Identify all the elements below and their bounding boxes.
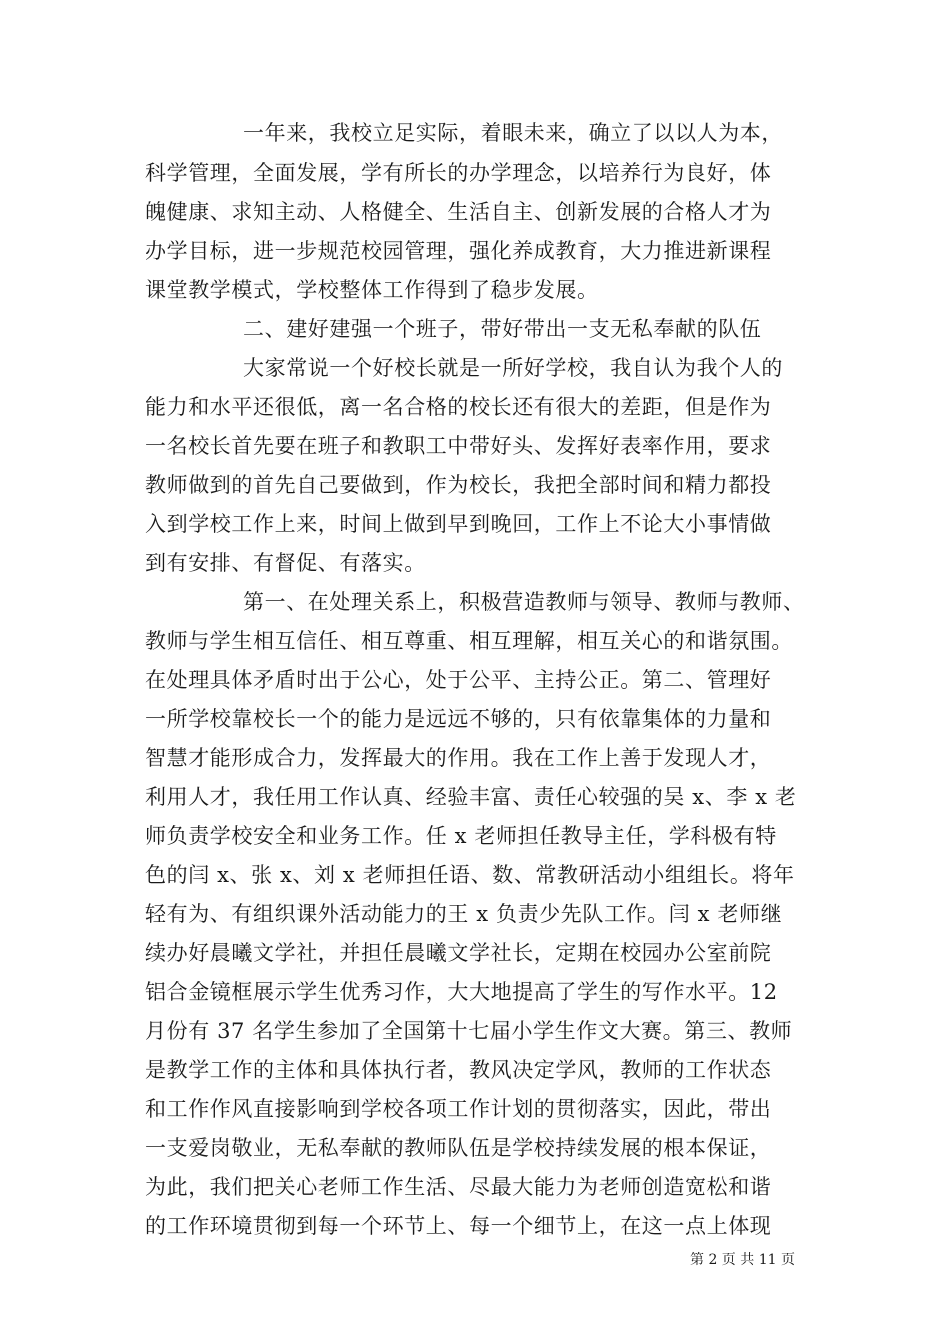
paragraph-line: 的工作环境贯彻到每一个环节上、每一个细节上，在这一点上体现	[145, 1214, 772, 1238]
paragraph-line: 魄健康、求知主动、人格健全、生活自主、创新发展的合格人才为	[145, 200, 772, 224]
paragraph-line: 办学目标，进一步规范校园管理，强化养成教育，大力推进新课程	[145, 239, 772, 263]
paragraph-line: 为此，我们把关心老师工作生活、尽最大能力为老师创造宽松和谐	[145, 1175, 772, 1199]
paragraph-line: 科学管理，全面发展，学有所长的办学理念，以培养行为良好，体	[145, 161, 772, 185]
paragraph-line: 师负责学校安全和业务工作。任 x 老师担任教导主任，学科极有特	[145, 824, 777, 848]
paragraph-line: 一年来，我校立足实际，着眼未来，确立了以以人为本，	[243, 121, 783, 145]
paragraph-line: 第一、在处理关系上，积极营造教师与领导、教师与教师、	[243, 590, 805, 614]
paragraph-line: 色的闫 x、张 x、刘 x 老师担任语、数、常教研活动小组组长。将年	[145, 863, 795, 887]
paragraph-line: 一所学校靠校长一个的能力是远远不够的，只有依靠集体的力量和	[145, 707, 772, 731]
paragraph-line: 续办好晨曦文学社，并担任晨曦文学社长，定期在校园办公室前院	[145, 941, 772, 965]
paragraph-line: 大家常说一个好校长就是一所好学校，我自认为我个人的	[243, 356, 783, 380]
paragraph-line: 铝合金镜框展示学生优秀习作，大大地提高了学生的写作水平。12	[145, 980, 778, 1004]
paragraph-line: 一支爱岗敬业，无私奉献的教师队伍是学校持续发展的根本保证，	[145, 1136, 772, 1160]
paragraph-line: 轻有为、有组织课外活动能力的王 x 负责少先队工作。闫 x 老师继	[145, 902, 783, 926]
paragraph-line: 课堂教学模式，学校整体工作得到了稳步发展。	[145, 278, 599, 302]
paragraph-line: 教师与学生相互信任、相互尊重、相互理解，相互关心的和谐氛围。	[145, 629, 793, 653]
paragraph-line: 能力和水平还很低，离一名合格的校长还有很大的差距，但是作为	[145, 395, 772, 419]
paragraph-line: 在处理具体矛盾时出于公心，处于公平、主持公正。第二、管理好	[145, 668, 772, 692]
paragraph-line: 是教学工作的主体和具体执行者，教风决定学风，教师的工作状态	[145, 1058, 772, 1082]
paragraph-line: 教师做到的首先自己要做到，作为校长，我把全部时间和精力都投	[145, 473, 772, 497]
section-heading: 二、建好建强一个班子，带好带出一支无私奉献的队伍	[243, 317, 762, 341]
paragraph-line: 一名校长首先要在班子和教职工中带好头、发挥好表率作用，要求	[145, 434, 772, 458]
paragraph-line: 到有安排、有督促、有落实。	[145, 551, 426, 575]
paragraph-line: 月份有 37 名学生参加了全国第十七届小学生作文大赛。第三、教师	[145, 1019, 793, 1043]
paragraph-line: 智慧才能形成合力，发挥最大的作用。我在工作上善于发现人才，	[145, 746, 772, 770]
paragraph-line: 和工作作风直接影响到学校各项工作计划的贯彻落实，因此，带出	[145, 1097, 772, 1121]
paragraph-line: 入到学校工作上来，时间上做到早到晚回，工作上不论大小事情做	[145, 512, 772, 536]
paragraph-line: 利用人才，我任用工作认真、经验丰富、责任心较强的吴 x、李 x 老	[145, 785, 797, 809]
page-number: 第 2 页 共 11 页	[690, 1252, 795, 1268]
